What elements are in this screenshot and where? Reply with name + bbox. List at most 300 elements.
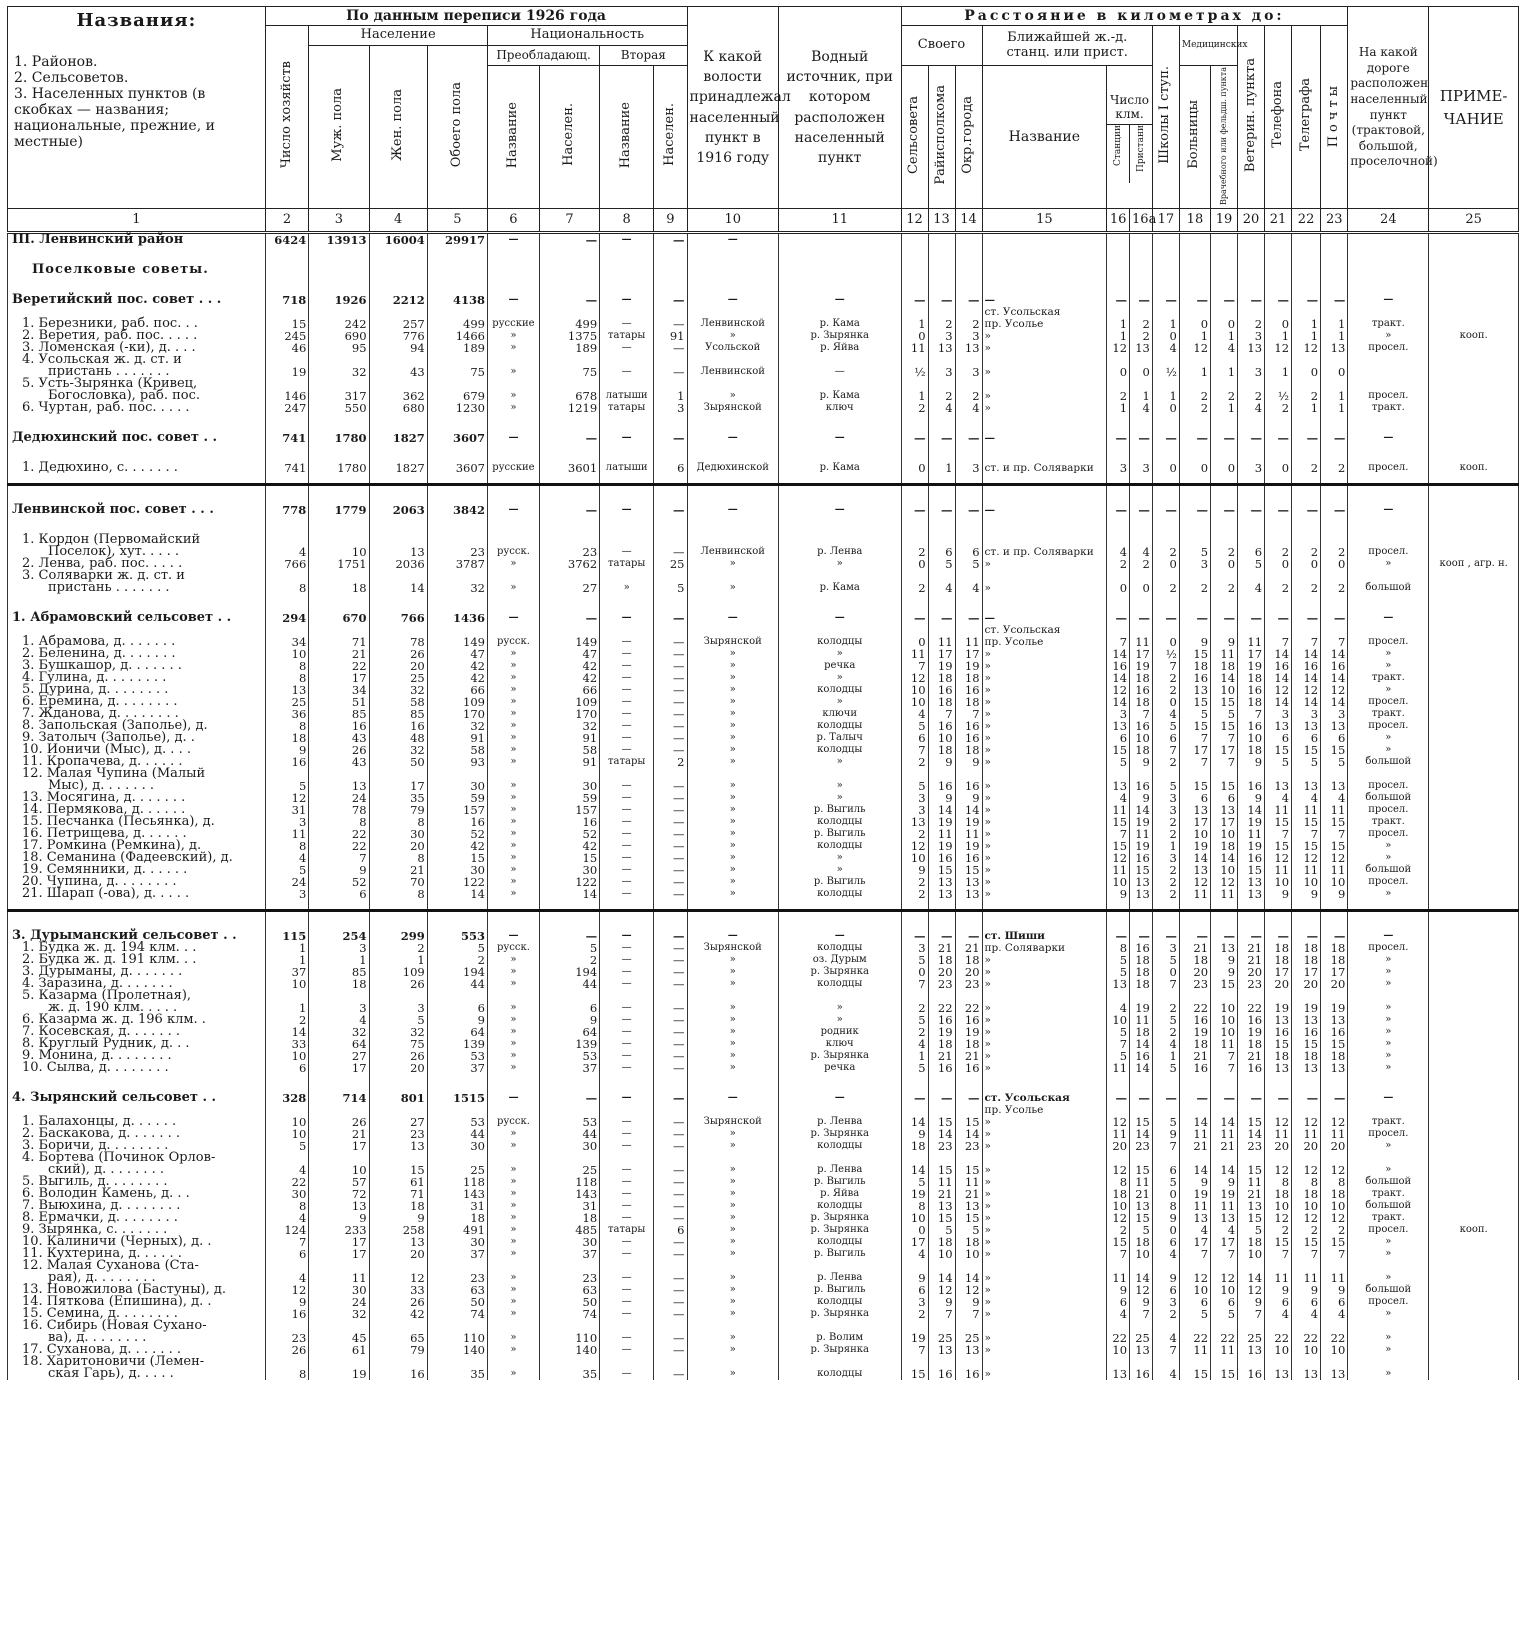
cell: 16 [955,1062,982,1074]
cell [1265,911,1292,931]
cell: » [687,558,778,570]
cell: 4 [1292,792,1321,804]
cell: 118 [427,1176,487,1188]
cell [1321,246,1348,264]
cell: 12 [1107,1164,1130,1176]
cell: 58 [427,744,487,756]
place-name: 5. Дурина, д. . . . . . . . [8,684,266,696]
cell: 7 [1265,636,1292,648]
cell [1265,516,1292,534]
cell: — [654,954,687,966]
cell: просел. [1348,390,1429,402]
cell [955,1074,982,1092]
cell: 24 [309,792,369,804]
cell: 7 [901,744,928,756]
cell: 14 [1292,648,1321,660]
cell: 7 [1211,1050,1238,1062]
cell: 13 [1107,780,1130,792]
cell: » [687,864,778,876]
cell: » [1348,1026,1429,1038]
cell [539,516,599,534]
cell: — [778,1092,901,1104]
cell: 18 [1238,1038,1265,1050]
cell: — [928,612,955,624]
cell [1152,485,1179,505]
cell: 16 [928,720,955,732]
cell: 17 [309,1236,369,1248]
cell: — [600,1344,654,1356]
cell: » [982,756,1107,768]
cell: 18 [1292,1050,1321,1062]
cell [1292,246,1321,264]
cell: » [687,954,778,966]
place-name: 17. Суханова, д. . . . . . . [8,1344,266,1356]
cell: 6 [1292,732,1321,744]
cell: » [982,1050,1107,1062]
cell [1429,1272,1519,1284]
cell: — [1238,432,1265,444]
cell: 21 [369,864,427,876]
cell: 5 [901,780,928,792]
cell: ½ [1265,390,1292,402]
cell [928,911,955,931]
cell: 10 [901,684,928,696]
cell [1429,1002,1519,1014]
cell: — [539,233,599,247]
cell: — [1107,930,1130,942]
cell: 21 [955,1050,982,1062]
cell: — [928,930,955,942]
cell [928,474,955,485]
cell: 12 [1321,1164,1348,1176]
cell: » [1348,1344,1429,1356]
water-header: Водный источник, при котором расположен населенный пункт [778,7,901,209]
cell [427,594,487,612]
cell: 10 [1179,828,1210,840]
cell: 12 [1211,1272,1238,1284]
cell: 23 [955,1140,982,1152]
cell: 8 [309,816,369,828]
cell: » [778,696,901,708]
cell [539,246,599,264]
cell: — [539,612,599,624]
cell: 10 [1321,1344,1348,1356]
cell [1429,660,1519,672]
cell: колодцы [778,888,901,900]
cell [1292,911,1321,931]
cell: 13 [955,876,982,888]
cell: — [600,1002,654,1014]
cell: 2 [1211,582,1238,594]
cell [1292,233,1321,247]
table-row [8,660,1519,672]
cell: » [778,852,901,864]
cell: р. Зырянка [778,1128,901,1140]
cell: 2 [901,402,928,414]
cell [487,246,539,264]
cell: 15 [369,1164,427,1176]
cell: р. Яйва [778,342,901,354]
cell: 2 [369,942,427,954]
cell: 7 [1152,660,1179,672]
cell: просел. [1348,804,1429,816]
cell: 42 [369,1308,427,1320]
cell: — [600,1140,654,1152]
female-header: Жен. пола [369,46,427,209]
cell [265,900,309,911]
cell: 34 [309,684,369,696]
cell: 18 [539,1212,599,1224]
cell: 9 [955,1296,982,1308]
cell [687,264,778,276]
cell: 3 [1179,558,1210,570]
cell: — [600,732,654,744]
cell [778,911,901,931]
cell: 64 [427,1026,487,1038]
cell: 15 [1130,864,1153,876]
council-row [8,612,1519,624]
cell: 5 [265,1140,309,1152]
cell: 4 [901,1038,928,1050]
cell: 75 [427,366,487,378]
place-name: 11. Кропачева, д. . . . . . [8,756,266,768]
table-row [8,1050,1519,1062]
cell: 35 [539,1368,599,1380]
cell: 35 [427,1368,487,1380]
cell: — [1265,930,1292,942]
cell: 2 [928,318,955,330]
cell: » [982,648,1107,660]
cell: » [982,1116,1107,1128]
cell [1152,1074,1179,1092]
cell [1429,792,1519,804]
census-table [7,6,1519,1380]
place-name: 4. Гулина, д. . . . . . . . [8,672,266,684]
table-row [8,1344,1519,1356]
cell: 12 [1211,876,1238,888]
cell: » [1348,888,1429,900]
cell: » [1348,330,1429,342]
cell: 18 [928,954,955,966]
cell [654,594,687,612]
cell: » [982,330,1107,342]
cell: 27 [539,582,599,594]
cell: — [1265,504,1292,516]
cell: — [600,1248,654,1260]
cell: р. Зырянка [778,1344,901,1356]
cell: 50 [427,1296,487,1308]
cell [778,444,901,462]
cell: — [778,930,901,942]
cell [600,414,654,432]
cell: 12 [1321,1212,1348,1224]
cell: 233 [309,1224,369,1236]
cell: 16 [1130,942,1153,954]
cell: 7 [1211,1248,1238,1260]
cell: — [600,864,654,876]
column-number: 16а [1130,209,1153,233]
cell: 2 [1265,402,1292,414]
cell: ст. Шиши [982,930,1107,942]
cell: 7 [1238,708,1265,720]
cell: колодцы [778,684,901,696]
column-number: 25 [1429,209,1519,233]
cell: » [982,1224,1107,1236]
cell: 18 [955,672,982,684]
cell: 74 [539,1308,599,1320]
cell: — [600,504,654,516]
cell: » [1348,558,1429,570]
cell: 10 [1130,1248,1153,1260]
cell: 7 [1292,636,1321,648]
cell: 1 [1321,330,1348,342]
cell: 18 [427,1212,487,1224]
cell [1238,594,1265,612]
cell: 12 [265,1284,309,1296]
cell: 3 [1152,1296,1179,1308]
cell [427,276,487,294]
cell: — [600,1026,654,1038]
cell [600,534,654,546]
cell: 22 [1211,1332,1238,1344]
cell: 17 [1130,648,1153,660]
rail-header: Ближайшей ж.-д. станц. или прист. [982,26,1152,66]
cell: 18 [928,696,955,708]
cell: » [487,864,539,876]
place-name: 6. Казарма ж. д. 196 клм. . [8,1014,266,1026]
cell: » [687,1164,778,1176]
place-name: ский), д. . . . . . . . [8,1164,266,1176]
cell: колодцы [778,1140,901,1152]
cell: 16 [1238,720,1265,732]
cell [687,354,778,366]
cell: 2 [1152,1308,1179,1320]
cell: — [600,744,654,756]
place-name: 10. Калиничи (Черных), д. . [8,1236,266,1248]
cell: 25 [928,1332,955,1344]
cell: 19 [1265,1002,1292,1014]
cell: 0 [1152,558,1179,570]
cell: 0 [1265,318,1292,330]
cell: 13 [1265,1014,1292,1026]
cell: » [687,756,778,768]
cell: — [600,660,654,672]
place-name: ская Гарь), д. . . . . [8,1368,266,1380]
cell [539,594,599,612]
cell [1265,900,1292,911]
column-number: 20 [1238,209,1265,233]
cell: 0 [901,1224,928,1236]
cell [1238,444,1265,462]
cell [687,900,778,911]
cell: 1 [265,942,309,954]
cell: 776 [369,330,427,342]
cell: 14 [901,1116,928,1128]
cell: 15 [1321,744,1348,756]
cell [1429,1320,1519,1332]
cell [687,1260,778,1272]
cell [982,594,1107,612]
cell: 11 [928,828,955,840]
cell [265,444,309,462]
cell: 2063 [369,504,427,516]
cell: 15 [1292,1038,1321,1050]
cell: 13 [1292,1014,1321,1026]
cell [1429,1014,1519,1026]
cell [600,1104,654,1116]
cell: — [1292,504,1321,516]
cell [928,516,955,534]
cell [687,246,778,264]
cell: 6 [928,546,955,558]
cell: 16004 [369,233,427,247]
cell [1321,444,1348,462]
cell: 66 [427,684,487,696]
cell: 14 [1265,648,1292,660]
cell: 15 [955,1212,982,1224]
cell: » [687,1344,778,1356]
cell [1265,233,1292,247]
cell: р. Выгиль [778,828,901,840]
names-title: Названия: [76,10,197,31]
cell: 10 [928,1248,955,1260]
cell [1429,414,1519,432]
cell [369,911,427,931]
cell: 1 [265,954,309,966]
table-row [8,1332,1519,1344]
cell [1321,516,1348,534]
cell: — [955,930,982,942]
table-row [8,1368,1519,1380]
cell: — [1211,432,1238,444]
cell: — [1265,612,1292,624]
cell [1107,900,1130,911]
cell: 12 [1179,342,1210,354]
cell: большой [1348,1200,1429,1212]
cell: 10 [1292,1200,1321,1212]
cell: 7 [1238,1308,1265,1320]
cell [487,990,539,1002]
cell: 13 [1211,1212,1238,1224]
cell: — [955,1092,982,1104]
cell [1348,1356,1429,1368]
cell: 2 [901,828,928,840]
cell: 20 [369,1248,427,1260]
cell: 2036 [369,558,427,570]
cell: » [687,1038,778,1050]
cell: 7 [1179,756,1210,768]
cell: — [1152,612,1179,624]
cell [487,306,539,318]
cell [1429,342,1519,354]
cell: 14 [1211,1164,1238,1176]
cell [1152,444,1179,462]
cell: — [600,1164,654,1176]
cell: 9 [928,756,955,768]
cell: просел. [1348,942,1429,954]
place-name: 18. Семанина (Фадеевский), д. [8,852,266,864]
cell: 2 [1107,1224,1130,1236]
cell [982,534,1107,546]
spacer-row [8,276,1519,294]
cell [309,911,369,931]
cell: — [654,816,687,828]
cell [1429,888,1519,900]
census-table-page [7,6,1519,1616]
cell: — [687,233,778,247]
cell: 19 [901,1188,928,1200]
cell: 18 [1321,954,1348,966]
cell [1130,1074,1153,1092]
okrgorod-header: Окр.города [955,66,982,209]
cell: 4 [1292,1308,1321,1320]
cell [1429,1128,1519,1140]
cell: 72 [309,1188,369,1200]
cell: 18 [928,1038,955,1050]
column-number: 19 [1211,209,1238,233]
cell: 15 [1292,744,1321,756]
cell: 19 [1130,816,1153,828]
cell [1429,930,1519,942]
cell: 3 [309,1002,369,1014]
column-number: 9 [654,209,687,233]
cell: 9 [1179,636,1210,648]
cell: 10 [1107,1014,1130,1026]
cell: 5 [1179,1308,1210,1320]
cell: 1 [1130,390,1153,402]
cell: » [982,864,1107,876]
place-name: 18. Харитоновичи (Лемен- [8,1356,266,1368]
cell: 1827 [369,462,427,474]
cell: 12 [265,792,309,804]
cell: 26 [309,744,369,756]
cell [600,354,654,366]
cell [1130,485,1153,505]
column-number: 13 [928,209,955,233]
cell [1211,594,1238,612]
cell: 15 [1265,816,1292,828]
cell [1211,485,1238,505]
cell: 14 [1179,852,1210,864]
volost-header: К какой волости принадлежал населенный пункт в 1916 году [687,7,778,209]
cell [1429,1368,1519,1380]
cell: 95 [309,342,369,354]
cell: — [1238,294,1265,306]
cell: 0 [1265,462,1292,474]
cell: 2 [901,876,928,888]
cell: » [687,852,778,864]
cell: » [687,1332,778,1344]
cell [309,485,369,505]
cell: 15 [265,318,309,330]
cell [1211,900,1238,911]
cell [955,474,982,485]
cell: 16 [1265,1026,1292,1038]
cell: 26 [309,1116,369,1128]
cell: 53 [539,1050,599,1062]
cell: 11 [928,636,955,648]
cell: — [654,684,687,696]
cell: 3601 [539,462,599,474]
place-name: 15. Семина, д. . . . . . . . [8,1308,266,1320]
cell: 9 [265,744,309,756]
cell: 44 [539,978,599,990]
cell [1429,390,1519,402]
cell [928,276,955,294]
cell: 1 [1321,402,1348,414]
cell: — [1179,930,1210,942]
table-row [8,1104,1519,1116]
